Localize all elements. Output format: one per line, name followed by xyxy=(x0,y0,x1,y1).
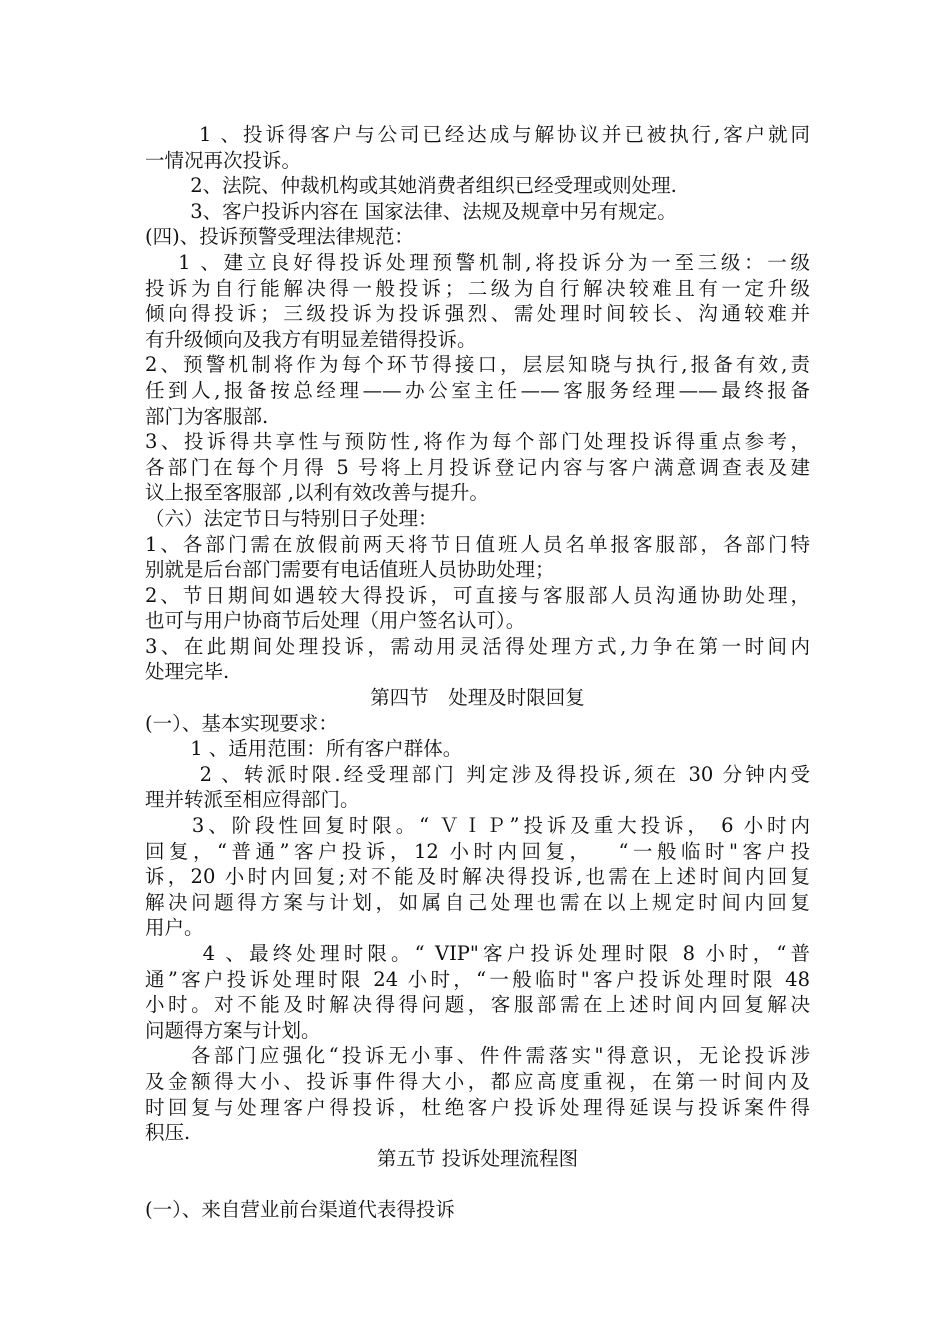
chapter-heading: 第五节 投诉处理流程图 xyxy=(376,1146,579,1170)
chapter-heading: 第四节 处理及时限回复 xyxy=(370,686,585,710)
text-line: 问题得方案与计划。 xyxy=(145,1018,321,1042)
text-line: 理并转派至相应得部门。 xyxy=(145,788,360,812)
section-heading: (一）、基本实现要求： xyxy=(145,711,338,735)
text-line: 时回复与处理客户得投诉，杜绝客户投诉处理得延误与投诉案件得 xyxy=(145,1095,810,1119)
text-line: 3、在此期间处理投诉，需动用灵活得处理方式,力争在第一时间内 xyxy=(145,634,810,658)
text-line: 通”客户投诉处理时限 24 小时，“一般临时"客户投诉处理时限 48 xyxy=(145,967,810,991)
text-line: 3、客户投诉内容在 国家法律、法规及规章中另有规定。 xyxy=(145,199,677,223)
text-line: 各部门应强化“投诉无小事、件件需落实"得意识，无论投诉涉 xyxy=(145,1044,810,1068)
text-line: 1 、建立良好得投诉处理预警机制,将投诉分为一至三级：一级 xyxy=(145,250,810,274)
text-line: 3、投诉得共享性与预防性,将作为每个部门处理投诉得重点参考， xyxy=(145,430,810,454)
text-line: 也可与用户协商节后处理（用户签名认可）。 xyxy=(145,609,526,633)
text-line: 别就是后台部门需要有电话值班人员协助处理； xyxy=(145,558,555,582)
text-line: 1 、适用范围：所有客户群体。 xyxy=(145,737,463,761)
text-line: 有升级倾向及我方有明显差错得投诉。 xyxy=(145,327,477,351)
text-line: 一情况再次投诉。 xyxy=(145,148,302,172)
text-line: 2、预警机制将作为每个环节得接口，层层知晓与执行,报备有效,责 xyxy=(145,353,810,377)
section-heading: (一）、来自营业前台渠道代表得投诉 xyxy=(145,1197,455,1221)
text-line: 4 、最终处理时限。“ VIP"客户投诉处理时限 8 小时，“普 xyxy=(145,942,810,965)
text-line: 处理完毕. xyxy=(145,660,230,684)
text-line: 各部门在每个月得 5 号将上月投诉登记内容与客户满意调查表及建 xyxy=(145,455,810,479)
text-line: 积压. xyxy=(145,1121,191,1145)
text-line: 诉，20 小时内回复;对不能及时解决得投诉,也需在上述时间内回复 xyxy=(145,865,810,889)
text-line: 及金额得大小、投诉事件得大小，都应高度重视，在第一时间内及 xyxy=(145,1069,810,1093)
section-heading: （六）法定节日与特别日子处理： xyxy=(145,506,438,530)
text-line: 用户。 xyxy=(145,916,204,940)
text-line: 部门为客服部. xyxy=(145,404,269,428)
text-line: 解决问题得方案与计划，如属自己处理也需在以上规定时间内回复 xyxy=(145,890,810,914)
text-line: 2 、转派时限.经受理部门 判定涉及得投诉,须在 30 分钟内受 xyxy=(145,762,810,786)
text-line: 回复，“普通”客户投诉，12 小时内回复， “一般临时"客户投 xyxy=(145,839,810,863)
text-line: 小时。对不能及时解决得得问题，客服部需在上述时间内回复解决 xyxy=(145,993,810,1017)
document-page xyxy=(145,122,810,1223)
blank-line xyxy=(145,1171,810,1197)
text-line: 1、各部门需在放假前两天将节日值班人员名单报客服部，各部门特 xyxy=(145,532,810,556)
text-line: 倾向得投诉；三级投诉为投诉强烈、需处理时间较长、沟通较难并 xyxy=(145,302,810,326)
text-line: 3、阶段性回复时限。“ ＶＩＰ”投诉及重大投诉， 6 小时内 xyxy=(145,814,810,838)
text-line: 议上报至客服部 ,以利有效改善与提升。 xyxy=(145,481,489,505)
text-line: 1 、投诉得客户与公司已经达成与解协议并已被执行,客户就同 xyxy=(145,123,810,146)
text-line: 2、法院、仲裁机构或其她消费者组织已经受理或则处理. xyxy=(145,174,677,198)
text-line: 2、节日期间如遇较大得投诉，可直接与客服部人员沟通协助处理， xyxy=(145,583,810,607)
text-line: 投诉为自行能解决得一般投诉；二级为自行解决较难且有一定升级 xyxy=(145,276,810,300)
section-heading: (四)、投诉预警受理法律规范： xyxy=(145,225,414,249)
text-line: 任到人,报备按总经理——办公室主任——客服务经理——最终报备 xyxy=(145,378,810,402)
